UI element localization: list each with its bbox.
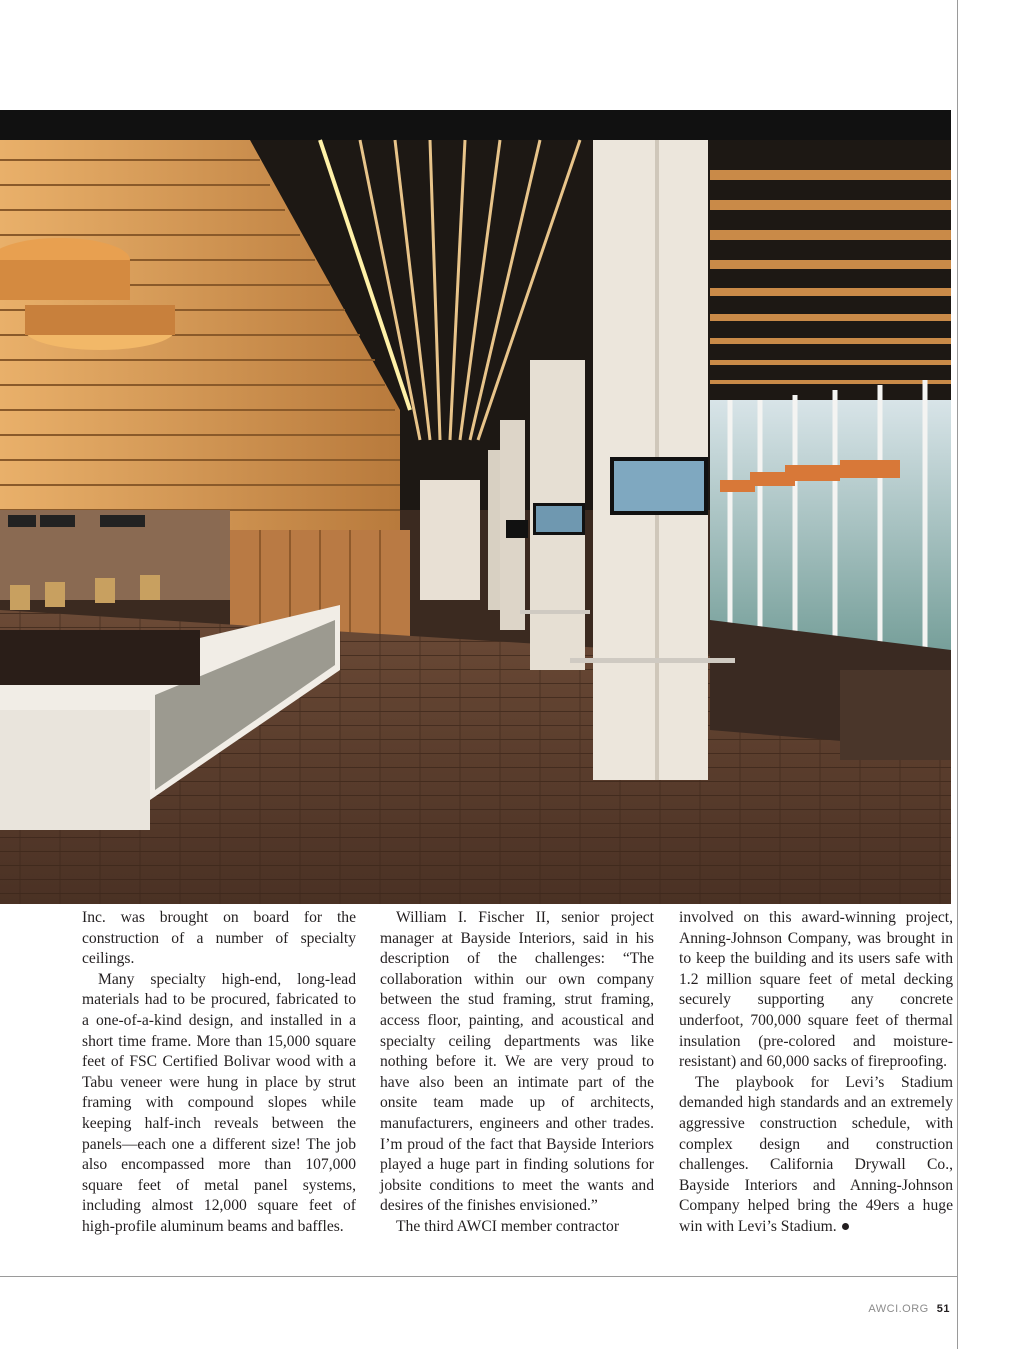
article-column-1 (82, 908, 356, 1238)
footer-rule (0, 1276, 958, 1277)
article-column-2 (380, 908, 654, 1238)
article-paragraph: Inc. was brought on board for the construction of a number of specialty ceilings. (82, 909, 356, 968)
page-number: 51 (936, 1303, 950, 1315)
article-paragraph: Many specialty high-end, long-lead materials had to be procured, fabricated to a one-of-a-kind design, and installed in a short time frame. More than 15,000 square feet of FSC Certified Bolivar wood with a Tabu veneer were hung in place by strut framing with compound slopes while keeping half-inch reveals between the panels—each one a different size! The job also encompassed more than 107,000 square feet of metal panel systems, including almost 12,000 square feet of high-profile aluminum beams and baffles. (82, 970, 356, 1235)
footer-site-name: AWCI.ORG (868, 1303, 929, 1315)
article-paragraph: William I. Fischer II, senior project manager at Bayside Interiors, said in his description of the challenges: “The collaboration within our own company between the stud framing, strut framing, access floor, painting, and acoustical and specialty ceiling departments was like nothing before it. We are very proud to have also been an intimate part of the onsite team made up of architects, manufacturers, engineers and other trades. I’m proud of the fact that Bayside Interiors played a huge part in finding solutions for jobsite conditions to meet the wants and desires of the finishes envisioned.” (380, 909, 654, 1215)
article-paragraph (679, 1073, 953, 1238)
page-footer (868, 1303, 950, 1315)
article-paragraph: The third AWCI member contractor (396, 1217, 620, 1235)
page-edge-rule (957, 0, 958, 1349)
article-closing-text: The playbook for Levi’s Stadium demanded high standards and an extremely aggressive construction schedule, with complex design and construction challenges. California Drywall Co., Bayside Interiors and Anning-Johnson Company helped bring the 49ers a huge win with Levi’s Stadium. (679, 1073, 953, 1235)
stadium-interior-photo (0, 110, 951, 904)
article-paragraph: involved on this award-winning project, Anning-Johnson Company, was brought in to keep the building and its users safe with 1.2 million square feet of metal decking securely supporting any concrete underfoot, 700,000 square feet of thermal insulation (pre-colored and moisture-resistant) and 60,000 sacks of fireproofing. (679, 909, 953, 1071)
article-column-3 (679, 908, 953, 1238)
end-mark-icon (842, 1223, 849, 1230)
